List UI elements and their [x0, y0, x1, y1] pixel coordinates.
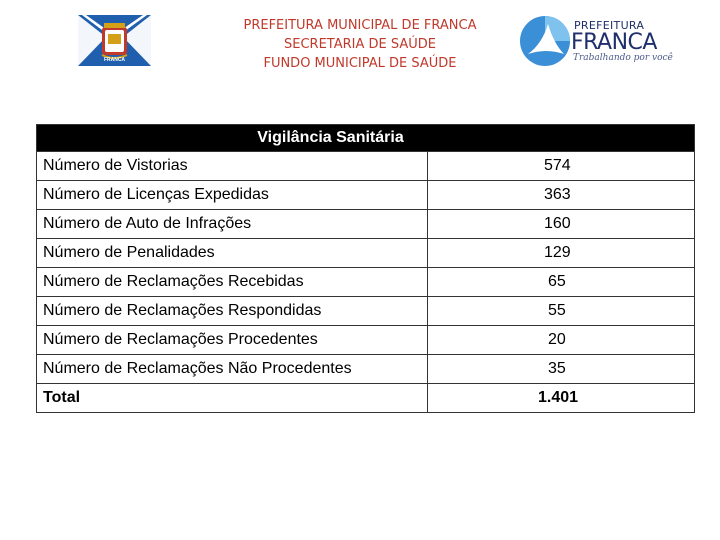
- table-title: [37, 125, 695, 152]
- row-value: 65: [428, 268, 695, 297]
- table-title-text: Vigilância Sanitária: [257, 129, 404, 146]
- row-value: 129: [428, 239, 695, 268]
- total-label: Total: [37, 384, 428, 413]
- table-row: [37, 152, 695, 181]
- row-label: Número de Vistorias: [37, 152, 428, 181]
- flag-label: FRANCA: [103, 57, 126, 63]
- table-row: [37, 210, 695, 239]
- table-header-row: [37, 125, 695, 152]
- table-row: [37, 355, 695, 384]
- row-label: Número de Reclamações Respondidas: [37, 297, 428, 326]
- row-value: 35: [428, 355, 695, 384]
- table-row: [37, 268, 695, 297]
- row-value: 363: [428, 181, 695, 210]
- logo-top-text: PREFEITURA: [574, 19, 645, 32]
- row-label: Número de Penalidades: [37, 239, 428, 268]
- row-value: 55: [428, 297, 695, 326]
- row-label: Número de Licenças Expedidas: [37, 181, 428, 210]
- logo-mark-icon: [518, 14, 572, 68]
- row-value: 20: [428, 326, 695, 355]
- row-value: 160: [428, 210, 695, 239]
- table-row: [37, 181, 695, 210]
- row-value: 574: [428, 152, 695, 181]
- header-line-3: FUNDO MUNICIPAL DE SAÚDE: [263, 56, 457, 71]
- franca-flag-logo: [78, 15, 151, 66]
- table-row: [37, 239, 695, 268]
- header-line-1: PREFEITURA MUNICIPAL DE FRANCA: [243, 18, 477, 33]
- row-label: Número de Auto de Infrações: [37, 210, 428, 239]
- total-value: 1.401: [428, 384, 695, 413]
- logo-tagline: Trabalhando por você: [573, 53, 673, 63]
- row-label: Número de Reclamações Recebidas: [37, 268, 428, 297]
- header-line-2: SECRETARIA DE SAÚDE: [284, 37, 436, 52]
- prefeitura-franca-logo: [518, 14, 673, 68]
- row-label: Número de Reclamações Não Procedentes: [37, 355, 428, 384]
- table-row: [37, 297, 695, 326]
- row-label: Número de Reclamações Procedentes: [37, 326, 428, 355]
- vigilancia-table: [36, 124, 695, 413]
- page-header: [200, 16, 520, 73]
- logo-main-text: FRANCA: [571, 30, 657, 55]
- table-total-row: [37, 384, 695, 413]
- table-row: [37, 326, 695, 355]
